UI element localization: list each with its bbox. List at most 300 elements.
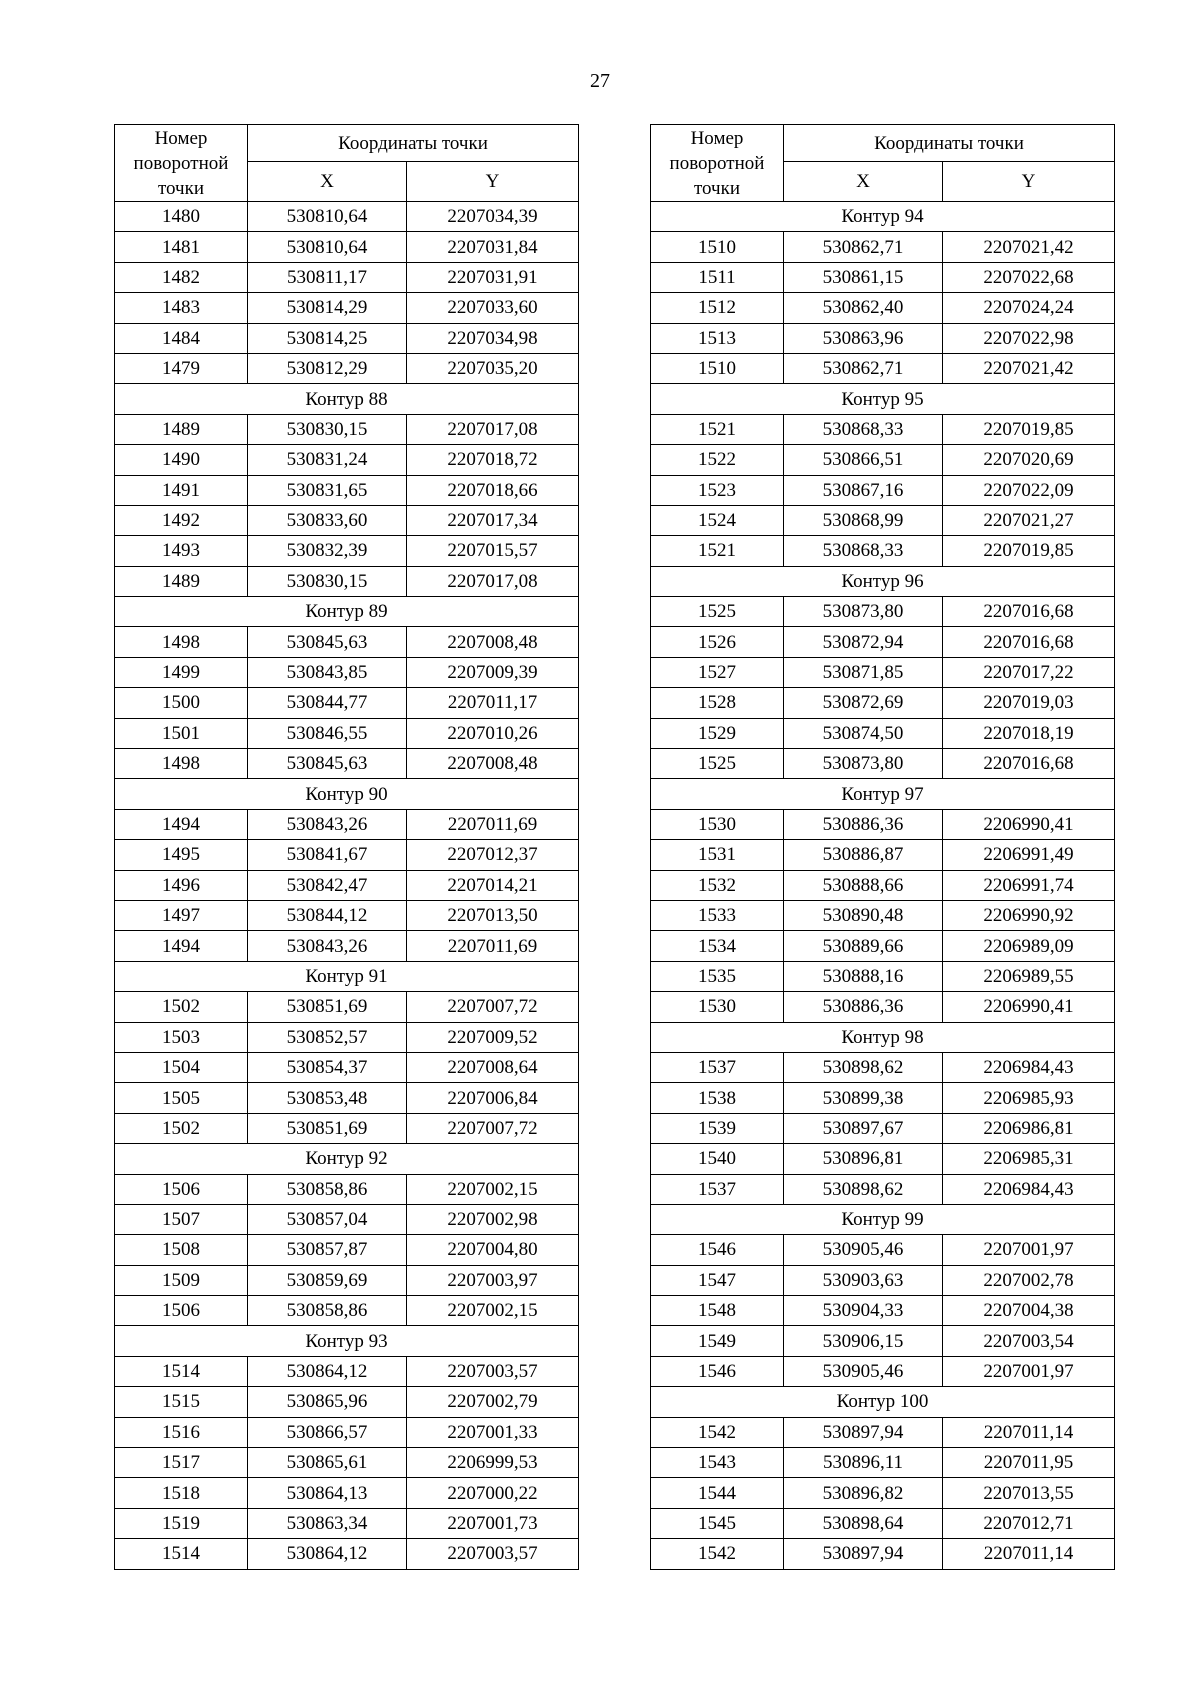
point-number-cell: 1539 [651, 1113, 784, 1143]
y-coordinate-cell: 2207002,15 [407, 1296, 579, 1326]
x-coordinate-cell: 530863,96 [784, 323, 943, 353]
x-coordinate-cell: 530905,46 [784, 1235, 943, 1265]
table-row [651, 1174, 1115, 1204]
point-number-cell: 1519 [115, 1508, 248, 1538]
point-number-cell: 1534 [651, 931, 784, 961]
point-number-cell: 1506 [115, 1174, 248, 1204]
y-coordinate-cell: 2207007,72 [407, 992, 579, 1022]
point-number-cell: 1507 [115, 1204, 248, 1234]
x-coordinate-cell: 530853,48 [248, 1083, 407, 1113]
x-coordinate-cell: 530846,55 [248, 718, 407, 748]
point-number-cell: 1516 [115, 1417, 248, 1447]
x-coordinate-cell: 530859,69 [248, 1265, 407, 1295]
point-number-cell: 1537 [651, 1174, 784, 1204]
y-coordinate-cell: 2206991,74 [943, 870, 1115, 900]
point-number-cell: 1480 [115, 202, 248, 232]
y-coordinate-cell: 2207009,39 [407, 657, 579, 687]
x-coordinate-cell: 530858,86 [248, 1174, 407, 1204]
point-number-cell: 1510 [651, 232, 784, 262]
table-row [651, 931, 1115, 961]
point-number-cell: 1508 [115, 1235, 248, 1265]
point-number-cell: 1500 [115, 688, 248, 718]
table-row [115, 232, 579, 262]
x-coordinate-cell: 530898,62 [784, 1052, 943, 1082]
x-coordinate-cell: 530841,67 [248, 840, 407, 870]
point-number-cell: 1524 [651, 505, 784, 535]
y-coordinate-cell: 2206990,41 [943, 809, 1115, 839]
table-row [651, 323, 1115, 353]
x-coordinate-cell: 530845,63 [248, 749, 407, 779]
table-row [651, 1478, 1115, 1508]
y-coordinate-cell: 2207015,57 [407, 536, 579, 566]
y-coordinate-cell: 2207017,08 [407, 566, 579, 596]
y-coordinate-cell: 2207004,38 [943, 1296, 1115, 1326]
x-coordinate-cell: 530872,94 [784, 627, 943, 657]
table-row [115, 1448, 579, 1478]
point-number-cell: 1540 [651, 1144, 784, 1174]
point-number-cell: 1499 [115, 657, 248, 687]
point-number-cell: 1482 [115, 262, 248, 292]
x-coordinate-cell: 530811,17 [248, 262, 407, 292]
y-coordinate-cell: 2207017,22 [943, 657, 1115, 687]
x-coordinate-cell: 530861,15 [784, 262, 943, 292]
table-row [115, 749, 579, 779]
point-number-cell: 1504 [115, 1052, 248, 1082]
contour-label: Контур 97 [651, 779, 1115, 809]
x-header: X [248, 162, 407, 202]
table-row [115, 323, 579, 353]
point-number-cell: 1530 [651, 809, 784, 839]
table-row [651, 961, 1115, 991]
x-coordinate-cell: 530897,94 [784, 1417, 943, 1447]
point-number-cell: 1491 [115, 475, 248, 505]
point-number-cell: 1509 [115, 1265, 248, 1295]
point-number-cell: 1494 [115, 809, 248, 839]
point-number-cell: 1546 [651, 1356, 784, 1386]
point-number-cell: 1514 [115, 1539, 248, 1569]
x-coordinate-cell: 530867,16 [784, 475, 943, 505]
y-coordinate-cell: 2206984,43 [943, 1052, 1115, 1082]
table-row [651, 1265, 1115, 1295]
x-coordinate-cell: 530865,61 [248, 1448, 407, 1478]
y-coordinate-cell: 2207031,84 [407, 232, 579, 262]
point-number-cell: 1490 [115, 445, 248, 475]
point-number-cell: 1521 [651, 414, 784, 444]
x-coordinate-cell: 530810,64 [248, 202, 407, 232]
x-coordinate-cell: 530862,71 [784, 232, 943, 262]
y-coordinate-cell: 2207022,98 [943, 323, 1115, 353]
table-row [651, 293, 1115, 323]
x-coordinate-cell: 530906,15 [784, 1326, 943, 1356]
y-coordinate-cell: 2207011,14 [943, 1417, 1115, 1447]
x-coordinate-cell: 530873,80 [784, 749, 943, 779]
table-row [115, 1083, 579, 1113]
y-coordinate-cell: 2206991,49 [943, 840, 1115, 870]
y-coordinate-cell: 2206990,41 [943, 992, 1115, 1022]
y-coordinate-cell: 2207008,64 [407, 1052, 579, 1082]
x-coordinate-cell: 530872,69 [784, 688, 943, 718]
table-row [651, 445, 1115, 475]
x-coordinate-cell: 530886,36 [784, 992, 943, 1022]
table-row [115, 931, 579, 961]
contour-label: Контур 95 [651, 384, 1115, 414]
table-row [651, 353, 1115, 383]
contour-label: Контур 98 [651, 1022, 1115, 1052]
coordinates-table-right [650, 124, 1115, 1570]
y-coordinate-cell: 2206985,31 [943, 1144, 1115, 1174]
x-coordinate-cell: 530814,29 [248, 293, 407, 323]
point-number-cell: 1523 [651, 475, 784, 505]
y-coordinate-cell: 2207018,72 [407, 445, 579, 475]
point-number-cell: 1532 [651, 870, 784, 900]
table-row [115, 1204, 579, 1234]
table-row [115, 900, 579, 930]
point-number-cell: 1549 [651, 1326, 784, 1356]
y-coordinate-cell: 2207033,60 [407, 293, 579, 323]
table-row [651, 1448, 1115, 1478]
contour-row [115, 597, 579, 627]
y-coordinate-cell: 2207018,19 [943, 718, 1115, 748]
contour-label: Контур 99 [651, 1204, 1115, 1234]
y-coordinate-cell: 2207021,42 [943, 353, 1115, 383]
x-coordinate-cell: 530851,69 [248, 992, 407, 1022]
y-coordinate-cell: 2207016,68 [943, 627, 1115, 657]
y-coordinate-cell: 2207011,69 [407, 931, 579, 961]
x-header: X [784, 162, 943, 202]
point-number-cell: 1544 [651, 1478, 784, 1508]
y-coordinate-cell: 2207000,22 [407, 1478, 579, 1508]
x-coordinate-cell: 530862,71 [784, 353, 943, 383]
table-row [115, 627, 579, 657]
table-row [651, 475, 1115, 505]
x-coordinate-cell: 530864,12 [248, 1539, 407, 1569]
table-row [115, 1417, 579, 1447]
x-coordinate-cell: 530844,12 [248, 900, 407, 930]
x-coordinate-cell: 530866,57 [248, 1417, 407, 1447]
y-coordinate-cell: 2207004,80 [407, 1235, 579, 1265]
x-coordinate-cell: 530854,37 [248, 1052, 407, 1082]
x-coordinate-cell: 530868,99 [784, 505, 943, 535]
table-row [651, 840, 1115, 870]
table-row [651, 1539, 1115, 1569]
point-number-cell: 1542 [651, 1417, 784, 1447]
point-number-cell: 1528 [651, 688, 784, 718]
x-coordinate-cell: 530864,13 [248, 1478, 407, 1508]
point-number-cell: 1484 [115, 323, 248, 353]
contour-row [651, 1204, 1115, 1234]
page-number: 27 [590, 70, 610, 92]
x-coordinate-cell: 530897,67 [784, 1113, 943, 1143]
y-coordinate-cell: 2207019,03 [943, 688, 1115, 718]
x-coordinate-cell: 530812,29 [248, 353, 407, 383]
point-number-cell: 1525 [651, 597, 784, 627]
point-number-cell: 1545 [651, 1508, 784, 1538]
x-coordinate-cell: 530843,26 [248, 931, 407, 961]
point-number-cell: 1483 [115, 293, 248, 323]
x-coordinate-cell: 530866,51 [784, 445, 943, 475]
table-row [651, 597, 1115, 627]
contour-row [115, 1326, 579, 1356]
y-coordinate-cell: 2207001,97 [943, 1235, 1115, 1265]
contour-row [115, 961, 579, 991]
point-number-cell: 1497 [115, 900, 248, 930]
table-row [115, 1478, 579, 1508]
point-number-cell: 1502 [115, 1113, 248, 1143]
point-number-cell: 1548 [651, 1296, 784, 1326]
table-row [115, 1387, 579, 1417]
x-coordinate-cell: 530864,12 [248, 1356, 407, 1386]
point-number-cell: 1527 [651, 657, 784, 687]
y-coordinate-cell: 2207021,27 [943, 505, 1115, 535]
x-coordinate-cell: 530810,64 [248, 232, 407, 262]
y-header: Y [407, 162, 579, 202]
point-number-cell: 1529 [651, 718, 784, 748]
y-coordinate-cell: 2207018,66 [407, 475, 579, 505]
contour-row [115, 384, 579, 414]
y-coordinate-cell: 2207021,42 [943, 232, 1115, 262]
point-number-cell: 1518 [115, 1478, 248, 1508]
table-row [115, 1539, 579, 1569]
table-row [115, 353, 579, 383]
y-coordinate-cell: 2207022,68 [943, 262, 1115, 292]
x-coordinate-cell: 530871,85 [784, 657, 943, 687]
y-coordinate-cell: 2207009,52 [407, 1022, 579, 1052]
y-coordinate-cell: 2207003,54 [943, 1326, 1115, 1356]
y-coordinate-cell: 2207001,97 [943, 1356, 1115, 1386]
x-coordinate-cell: 530831,65 [248, 475, 407, 505]
point-number-cell: 1543 [651, 1448, 784, 1478]
point-number-header: Номер поворотной точки [115, 125, 248, 202]
table-row [651, 1508, 1115, 1538]
table-row [651, 900, 1115, 930]
y-coordinate-cell: 2207011,14 [943, 1539, 1115, 1569]
y-coordinate-cell: 2207010,26 [407, 718, 579, 748]
y-coordinate-cell: 2207002,98 [407, 1204, 579, 1234]
table-row [651, 870, 1115, 900]
y-coordinate-cell: 2207008,48 [407, 627, 579, 657]
point-number-cell: 1525 [651, 749, 784, 779]
contour-row [651, 1387, 1115, 1417]
point-number-cell: 1506 [115, 1296, 248, 1326]
table-row [115, 536, 579, 566]
contour-row [651, 202, 1115, 232]
y-coordinate-cell: 2207012,71 [943, 1508, 1115, 1538]
table-row [651, 749, 1115, 779]
point-number-cell: 1494 [115, 931, 248, 961]
table-row [651, 536, 1115, 566]
coordinates-table-left [114, 124, 579, 1570]
contour-row [115, 1144, 579, 1174]
x-coordinate-cell: 530851,69 [248, 1113, 407, 1143]
table-row [651, 688, 1115, 718]
y-coordinate-cell: 2207016,68 [943, 749, 1115, 779]
table-row [115, 1052, 579, 1082]
x-coordinate-cell: 530886,87 [784, 840, 943, 870]
x-coordinate-cell: 530857,04 [248, 1204, 407, 1234]
x-coordinate-cell: 530873,80 [784, 597, 943, 627]
y-coordinate-cell: 2206990,92 [943, 900, 1115, 930]
y-coordinate-cell: 2207011,95 [943, 1448, 1115, 1478]
table-row [115, 657, 579, 687]
point-number-cell: 1495 [115, 840, 248, 870]
table-row [115, 1356, 579, 1386]
table-row [651, 1417, 1115, 1447]
coordinates-header: Координаты точки [784, 125, 1115, 162]
point-number-cell: 1481 [115, 232, 248, 262]
contour-row [651, 566, 1115, 596]
point-number-cell: 1493 [115, 536, 248, 566]
contour-label: Контур 100 [651, 1387, 1115, 1417]
y-coordinate-cell: 2207003,57 [407, 1539, 579, 1569]
table-row [651, 657, 1115, 687]
x-coordinate-cell: 530868,33 [784, 536, 943, 566]
y-coordinate-cell: 2206989,55 [943, 961, 1115, 991]
table-row [115, 1113, 579, 1143]
table-row [115, 1265, 579, 1295]
point-number-cell: 1510 [651, 353, 784, 383]
table-row [651, 1356, 1115, 1386]
table-row [115, 202, 579, 232]
y-coordinate-cell: 2206999,53 [407, 1448, 579, 1478]
table-row [115, 1022, 579, 1052]
y-coordinate-cell: 2207002,78 [943, 1265, 1115, 1295]
y-coordinate-cell: 2207024,24 [943, 293, 1115, 323]
contour-row [651, 384, 1115, 414]
contour-row [115, 779, 579, 809]
table-row [115, 688, 579, 718]
y-coordinate-cell: 2206989,09 [943, 931, 1115, 961]
contour-label: Контур 94 [651, 202, 1115, 232]
point-number-cell: 1502 [115, 992, 248, 1022]
point-number-cell: 1521 [651, 536, 784, 566]
y-coordinate-cell: 2207011,17 [407, 688, 579, 718]
y-coordinate-cell: 2207002,15 [407, 1174, 579, 1204]
point-number-cell: 1479 [115, 353, 248, 383]
x-coordinate-cell: 530898,64 [784, 1508, 943, 1538]
x-coordinate-cell: 530874,50 [784, 718, 943, 748]
table-row [115, 475, 579, 505]
table-row [651, 414, 1115, 444]
y-coordinate-cell: 2207020,69 [943, 445, 1115, 475]
table-row [651, 809, 1115, 839]
table-row [651, 1235, 1115, 1265]
y-header: Y [943, 162, 1115, 202]
y-coordinate-cell: 2207013,55 [943, 1478, 1115, 1508]
table-row [651, 1296, 1115, 1326]
y-coordinate-cell: 2207011,69 [407, 809, 579, 839]
x-coordinate-cell: 530845,63 [248, 627, 407, 657]
point-number-cell: 1498 [115, 627, 248, 657]
y-coordinate-cell: 2207035,20 [407, 353, 579, 383]
x-coordinate-cell: 530898,62 [784, 1174, 943, 1204]
y-coordinate-cell: 2207001,73 [407, 1508, 579, 1538]
y-coordinate-cell: 2206984,43 [943, 1174, 1115, 1204]
table-row [115, 1508, 579, 1538]
x-coordinate-cell: 530814,25 [248, 323, 407, 353]
point-number-cell: 1542 [651, 1539, 784, 1569]
x-coordinate-cell: 530905,46 [784, 1356, 943, 1386]
x-coordinate-cell: 530896,11 [784, 1448, 943, 1478]
table-row [651, 232, 1115, 262]
y-coordinate-cell: 2207006,84 [407, 1083, 579, 1113]
y-coordinate-cell: 2207022,09 [943, 475, 1115, 505]
x-coordinate-cell: 530896,81 [784, 1144, 943, 1174]
y-coordinate-cell: 2207034,39 [407, 202, 579, 232]
point-number-cell: 1517 [115, 1448, 248, 1478]
x-coordinate-cell: 530899,38 [784, 1083, 943, 1113]
x-coordinate-cell: 530857,87 [248, 1235, 407, 1265]
contour-row [651, 1022, 1115, 1052]
x-coordinate-cell: 530830,15 [248, 414, 407, 444]
y-coordinate-cell: 2207017,34 [407, 505, 579, 535]
table-row [115, 840, 579, 870]
table-row [651, 992, 1115, 1022]
x-coordinate-cell: 530844,77 [248, 688, 407, 718]
x-coordinate-cell: 530833,60 [248, 505, 407, 535]
x-coordinate-cell: 530890,48 [784, 900, 943, 930]
contour-label: Контур 91 [115, 961, 579, 991]
table-row [651, 262, 1115, 292]
point-number-cell: 1505 [115, 1083, 248, 1113]
y-coordinate-cell: 2207034,98 [407, 323, 579, 353]
x-coordinate-cell: 530843,26 [248, 809, 407, 839]
table-row [115, 718, 579, 748]
point-number-cell: 1503 [115, 1022, 248, 1052]
point-number-cell: 1496 [115, 870, 248, 900]
y-coordinate-cell: 2206985,93 [943, 1083, 1115, 1113]
y-coordinate-cell: 2207014,21 [407, 870, 579, 900]
x-coordinate-cell: 530904,33 [784, 1296, 943, 1326]
y-coordinate-cell: 2207017,08 [407, 414, 579, 444]
y-coordinate-cell: 2207031,91 [407, 262, 579, 292]
contour-label: Контур 96 [651, 566, 1115, 596]
point-number-cell: 1546 [651, 1235, 784, 1265]
x-coordinate-cell: 530858,86 [248, 1296, 407, 1326]
x-coordinate-cell: 530888,16 [784, 961, 943, 991]
x-coordinate-cell: 530830,15 [248, 566, 407, 596]
point-number-cell: 1515 [115, 1387, 248, 1417]
point-number-cell: 1531 [651, 840, 784, 870]
y-coordinate-cell: 2207019,85 [943, 536, 1115, 566]
x-coordinate-cell: 530889,66 [784, 931, 943, 961]
point-number-cell: 1513 [651, 323, 784, 353]
table-row [651, 1083, 1115, 1113]
x-coordinate-cell: 530903,63 [784, 1265, 943, 1295]
contour-label: Контур 88 [115, 384, 579, 414]
point-number-cell: 1511 [651, 262, 784, 292]
x-coordinate-cell: 530842,47 [248, 870, 407, 900]
point-number-cell: 1537 [651, 1052, 784, 1082]
contour-label: Контур 89 [115, 597, 579, 627]
table-row [651, 1052, 1115, 1082]
table-row [115, 1235, 579, 1265]
y-coordinate-cell: 2207008,48 [407, 749, 579, 779]
x-coordinate-cell: 530862,40 [784, 293, 943, 323]
point-number-cell: 1492 [115, 505, 248, 535]
contour-label: Контур 90 [115, 779, 579, 809]
table-row [651, 627, 1115, 657]
x-coordinate-cell: 530865,96 [248, 1387, 407, 1417]
y-coordinate-cell: 2207003,97 [407, 1265, 579, 1295]
table-row [115, 505, 579, 535]
point-number-cell: 1526 [651, 627, 784, 657]
point-number-cell: 1489 [115, 414, 248, 444]
x-coordinate-cell: 530832,39 [248, 536, 407, 566]
point-number-header: Номер поворотной точки [651, 125, 784, 202]
y-coordinate-cell: 2207016,68 [943, 597, 1115, 627]
x-coordinate-cell: 530852,57 [248, 1022, 407, 1052]
table-row [651, 505, 1115, 535]
